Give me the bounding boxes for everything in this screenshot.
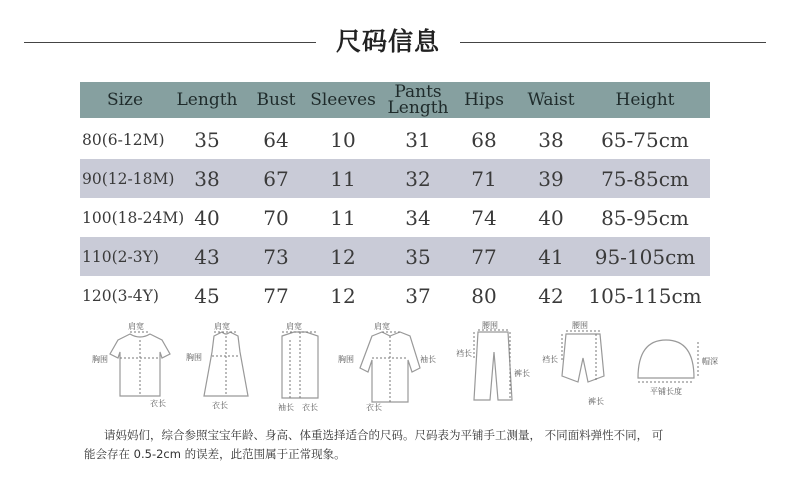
cell-bust: 70 (263, 205, 289, 230)
hat-depth-label: 帽深 (702, 357, 718, 366)
cell-sleeves: 10 (330, 127, 356, 152)
cell-pants-length: 32 (405, 166, 431, 191)
cell-pants-length: 31 (405, 127, 431, 152)
cell-length: 38 (194, 166, 220, 191)
cell-bust: 64 (263, 127, 289, 152)
hat-width-label: 平铺长度 (650, 387, 682, 396)
cell-pants-length: 35 (405, 244, 431, 269)
table-row (80, 198, 710, 237)
table-row (80, 159, 710, 198)
jacket-length-label: 衣长 (366, 403, 382, 412)
cell-sleeves: 12 (330, 244, 356, 269)
cell-size: 80(6-12M) (82, 130, 165, 149)
measurement-illustrations (90, 318, 720, 418)
pants-measure-figure (452, 318, 538, 418)
jacket-icon (336, 318, 436, 418)
hat-icon (624, 318, 720, 418)
header-pants-line2: Length (387, 98, 449, 118)
page-title: 尺码信息 (335, 27, 440, 56)
dress-measure-figure (186, 318, 266, 418)
title-row (0, 18, 790, 64)
shorts-waist-label: 腰围 (572, 321, 588, 330)
cell-pants-length: 37 (405, 283, 431, 308)
cell-length: 43 (194, 244, 220, 269)
header-hips: Hips (464, 90, 504, 110)
cell-bust: 77 (263, 283, 289, 308)
shirt-measure-figure (260, 318, 340, 418)
shorts-icon (538, 318, 628, 418)
cell-waist: 40 (538, 205, 564, 230)
tshirt-measure-figure (90, 318, 190, 418)
tshirt-icon (90, 318, 190, 418)
hat-measure-figure (624, 318, 720, 418)
cell-size: 110(2-3Y) (82, 247, 159, 266)
cell-hips: 74 (471, 205, 497, 230)
shorts-measure-figure (538, 318, 628, 418)
header-waist: Waist (527, 90, 575, 110)
jacket-measure-figure (336, 318, 436, 418)
shorts-length-label: 裤长 (588, 397, 604, 406)
table-row (80, 276, 710, 315)
jacket-chest-label: 胸围 (338, 355, 354, 364)
dress-shoulder-label: 肩宽 (214, 322, 230, 331)
cell-sleeves: 11 (330, 166, 356, 191)
cell-waist: 41 (538, 244, 564, 269)
cell-bust: 67 (263, 166, 289, 191)
pants-rise-label: 裆长 (456, 349, 472, 358)
cell-height: 105-115cm (588, 283, 702, 308)
cell-height: 65-75cm (601, 127, 689, 152)
title-divider-left (24, 42, 316, 43)
size-table (80, 82, 710, 315)
title-divider-right (460, 42, 766, 43)
tshirt-shoulder-label: 肩宽 (128, 322, 144, 331)
shirt-icon (260, 318, 340, 418)
cell-bust: 73 (263, 244, 289, 269)
cell-waist: 42 (538, 283, 564, 308)
shorts-rise-label: 裆长 (542, 355, 558, 364)
cell-height: 75-85cm (601, 166, 689, 191)
cell-length: 40 (194, 205, 220, 230)
dress-length-label: 衣长 (212, 401, 228, 410)
cell-waist: 39 (538, 166, 564, 191)
shirt-sleeve-label: 袖长 (278, 403, 294, 412)
header-size: Size (106, 90, 144, 110)
cell-hips: 68 (471, 127, 497, 152)
cell-hips: 77 (471, 244, 497, 269)
header-sleeves: Sleeves (310, 90, 376, 110)
cell-size: 100(18-24M) (82, 208, 185, 227)
cell-hips: 80 (471, 283, 497, 308)
header-height: Height (615, 90, 675, 110)
cell-sleeves: 12 (330, 283, 356, 308)
header-pants-line1: Pants (394, 82, 442, 102)
header-length: Length (176, 90, 238, 110)
jacket-shoulder-label: 肩宽 (374, 322, 390, 331)
shirt-length-label: 衣长 (302, 403, 318, 412)
cell-size: 90(12-18M) (82, 169, 175, 188)
dress-chest-label: 胸围 (186, 353, 202, 362)
header-bust: Bust (256, 90, 296, 110)
cell-height: 95-105cm (594, 244, 696, 269)
cell-length: 35 (194, 127, 220, 152)
header-pants-length (382, 82, 454, 118)
cell-waist: 38 (538, 127, 564, 152)
tshirt-chest-label: 胸围 (92, 355, 108, 364)
cell-hips: 71 (471, 166, 497, 191)
cell-pants-length: 34 (405, 205, 431, 230)
jacket-sleeve-label: 袖长 (420, 355, 436, 364)
measurement-note-line1: 请妈妈们，综合参照宝宝年龄、身高、体重选择适合的尺码。尺码表为平铺手工测量， 不同面料弹性不同， 可 (104, 428, 664, 442)
tshirt-length-label: 衣长 (150, 399, 166, 408)
table-row (80, 237, 710, 276)
shirt-shoulder-label: 肩宽 (286, 322, 302, 331)
pants-length-label: 裤长 (514, 369, 530, 378)
pants-waist-label: 腰围 (482, 321, 498, 330)
size-table-header (80, 82, 710, 118)
cell-height: 85-95cm (601, 205, 689, 230)
table-row (80, 120, 710, 159)
cell-sleeves: 11 (330, 205, 356, 230)
cell-length: 45 (194, 283, 220, 308)
cell-size: 120(3-4Y) (82, 286, 159, 305)
measurement-note-line2: 能会存在 0.5-2cm 的误差，此范围属于正常现象。 (84, 447, 346, 461)
